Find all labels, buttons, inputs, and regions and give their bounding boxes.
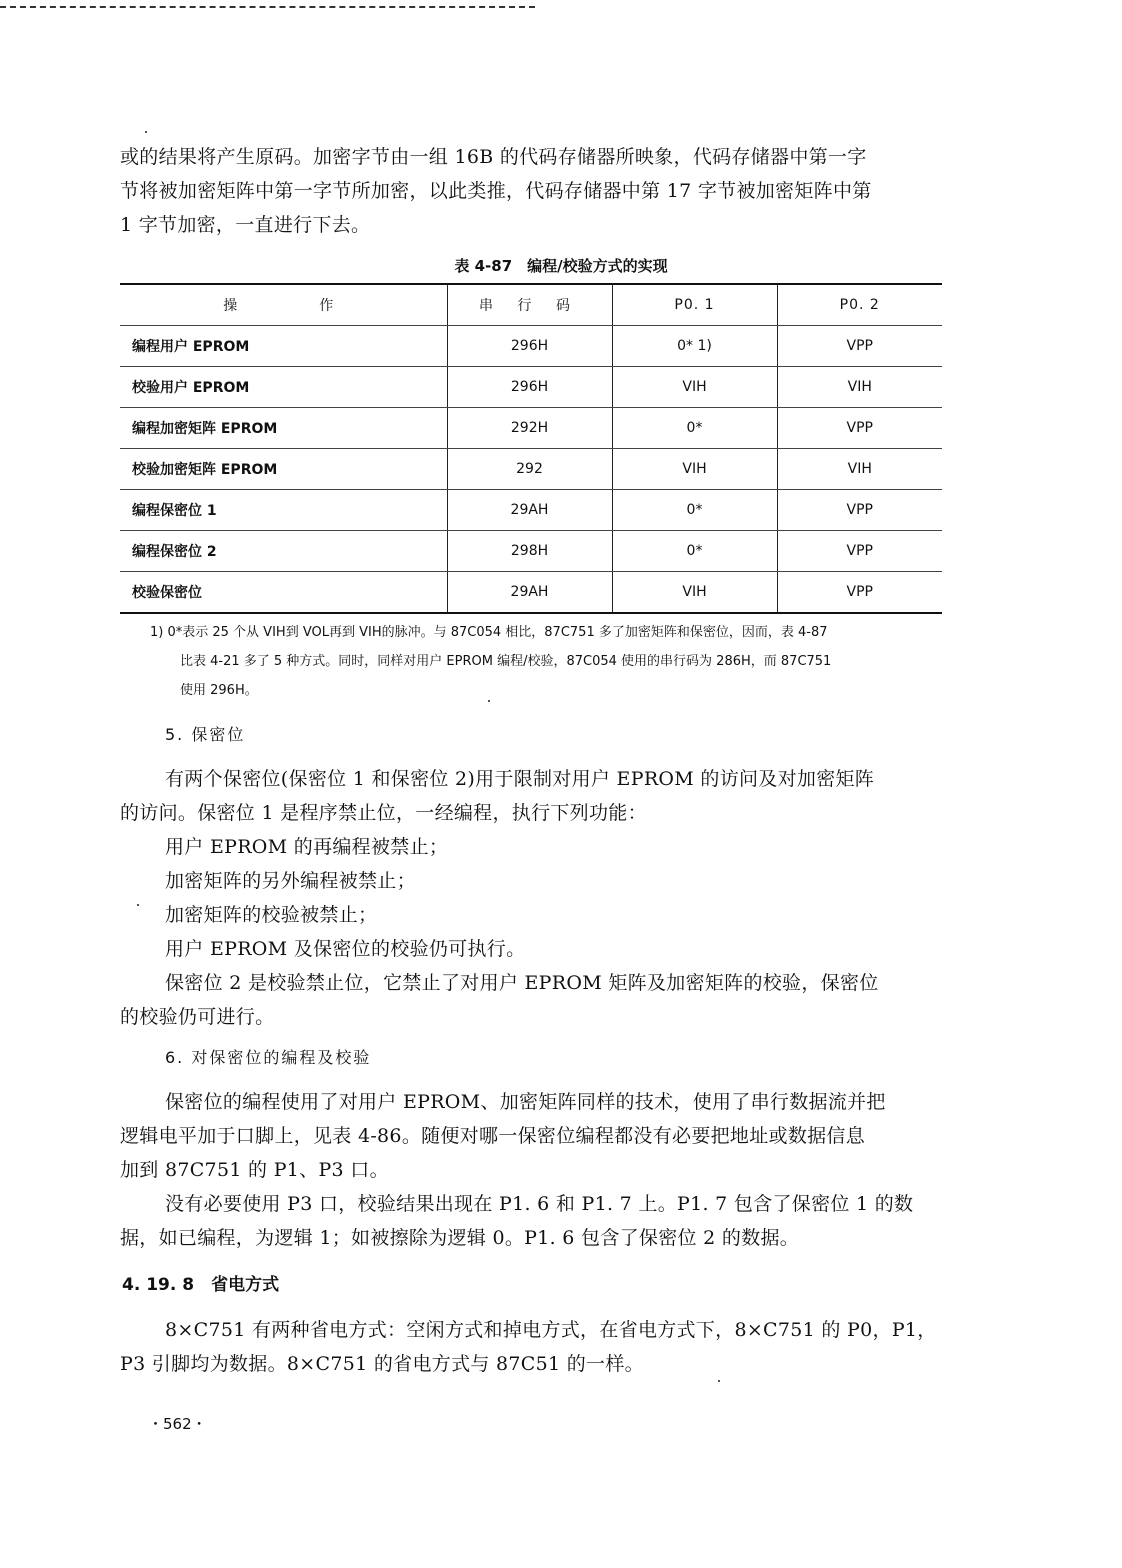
cell-p02: VPP bbox=[777, 326, 942, 367]
cell-p01: VIH bbox=[612, 449, 777, 490]
body-line: 据，如已编程，为逻辑 1；如被擦除为逻辑 0。P1. 6 包含了保密位 2 的数据。 bbox=[120, 1227, 800, 1249]
scan-speck bbox=[137, 904, 139, 906]
intro-paragraph bbox=[120, 140, 945, 242]
table-row bbox=[120, 326, 942, 367]
table-row bbox=[120, 572, 942, 614]
table-row bbox=[120, 408, 942, 449]
body-line: 保密位 2 是校验禁止位，它禁止了对用户 EPROM 矩阵及加密矩阵的校验，保密位 bbox=[165, 972, 879, 994]
section-6-title: 6. 对保密位的编程及校验 bbox=[165, 1048, 372, 1067]
intro-line: 或的结果将产生原码。加密字节由一组 16B 的代码存储器所映象，代码存储器中第一字 bbox=[120, 146, 867, 168]
body-line: 8×C751 有两种省电方式：空闲方式和掉电方式，在省电方式下，8×C751 的 P0，P1， bbox=[165, 1319, 937, 1341]
section-5-title: 5. 保密位 bbox=[165, 725, 246, 744]
cell-code: 298H bbox=[447, 531, 612, 572]
header-p0-2: P0. 2 bbox=[777, 284, 942, 326]
body-line: 有两个保密位(保密位 1 和保密位 2)用于限制对用户 EPROM 的访问及对加密矩阵 bbox=[165, 768, 875, 790]
cell-p02: VIH bbox=[777, 449, 942, 490]
table-footnote bbox=[150, 618, 950, 705]
page-number: ・562・ bbox=[148, 1415, 207, 1433]
cell-code: 29AH bbox=[447, 490, 612, 531]
intro-line: 节将被加密矩阵中第一字节所加密，以此类推，代码存储器中第 17 字节被加密矩阵中第 bbox=[120, 180, 872, 202]
body-line: 逻辑电平加于口脚上，见表 4-86。随便对哪一保密位编程都没有必要把地址或数据信息 bbox=[120, 1125, 866, 1147]
list-item: 用户 EPROM 的再编程被禁止； bbox=[165, 836, 449, 858]
footnote-line: 使用 296H。 bbox=[180, 683, 258, 698]
cell-p01: 0* bbox=[612, 490, 777, 531]
cell-code: 296H bbox=[447, 367, 612, 408]
cell-p01: 0* 1) bbox=[612, 326, 777, 367]
cell-p01: 0* bbox=[612, 408, 777, 449]
cell-operation: 校验加密矩阵 EPROM bbox=[120, 449, 447, 490]
body-line: 的校验仍可进行。 bbox=[120, 1006, 275, 1028]
cell-code: 29AH bbox=[447, 572, 612, 614]
table-row bbox=[120, 490, 942, 531]
cell-operation: 编程保密位 2 bbox=[120, 531, 447, 572]
cell-p01: VIH bbox=[612, 572, 777, 614]
programming-mode-table bbox=[120, 283, 942, 614]
section-4-19-8-body bbox=[120, 1313, 945, 1381]
cell-code: 292H bbox=[447, 408, 612, 449]
cell-p01: VIH bbox=[612, 367, 777, 408]
cell-p01: 0* bbox=[612, 531, 777, 572]
scan-speck bbox=[488, 700, 490, 702]
top-dashed-rule bbox=[0, 6, 535, 8]
section-6-body bbox=[120, 1085, 945, 1255]
table-row bbox=[120, 531, 942, 572]
list-item: 加密矩阵的校验被禁止； bbox=[165, 904, 378, 926]
table-caption: 表 4-87 编程/校验方式的实现 bbox=[454, 257, 668, 275]
table-row bbox=[120, 449, 942, 490]
cell-p02: VPP bbox=[777, 572, 942, 614]
body-line: P3 引脚均为数据。8×C751 的省电方式与 87C51 的一样。 bbox=[120, 1353, 644, 1375]
body-line: 没有必要使用 P3 口，校验结果出现在 P1. 6 和 P1. 7 上。P1. 7 包含了保密位 1 的数 bbox=[165, 1193, 914, 1215]
table-header-row bbox=[120, 284, 942, 326]
scan-speck bbox=[718, 1380, 720, 1382]
cell-operation: 编程保密位 1 bbox=[120, 490, 447, 531]
cell-p02: VIH bbox=[777, 367, 942, 408]
body-line: 加到 87C751 的 P1、P3 口。 bbox=[120, 1159, 389, 1181]
body-line: 保密位的编程使用了对用户 EPROM、加密矩阵同样的技术，使用了串行数据流并把 bbox=[165, 1091, 886, 1113]
cell-code: 292 bbox=[447, 449, 612, 490]
cell-operation: 编程加密矩阵 EPROM bbox=[120, 408, 447, 449]
intro-line: 1 字节加密，一直进行下去。 bbox=[120, 214, 371, 236]
cell-p02: VPP bbox=[777, 490, 942, 531]
section-4-19-8-heading: 4. 19. 8 省电方式 bbox=[122, 1275, 280, 1295]
cell-operation: 校验用户 EPROM bbox=[120, 367, 447, 408]
section-5-body bbox=[120, 762, 945, 1034]
cell-code: 296H bbox=[447, 326, 612, 367]
cell-p02: VPP bbox=[777, 531, 942, 572]
cell-operation: 编程用户 EPROM bbox=[120, 326, 447, 367]
scan-speck bbox=[145, 131, 147, 133]
footnote-line: 1) 0*表示 25 个从 VIH到 VOL再到 VIH的脉冲。与 87C054 相比，87C751 多了加密矩阵和保密位，因而，表 4-87 bbox=[150, 625, 828, 640]
cell-operation: 校验保密位 bbox=[120, 572, 447, 614]
header-operation: 操 作 bbox=[120, 284, 447, 326]
list-item: 用户 EPROM 及保密位的校验仍可执行。 bbox=[165, 938, 526, 960]
footnote-line: 比表 4-21 多了 5 种方式。同时，同样对用户 EPROM 编程/校验，87C054 使用的串行码为 286H，而 87C751 bbox=[180, 654, 832, 669]
body-line: 的访问。保密位 1 是程序禁止位，一经编程，执行下列功能： bbox=[120, 802, 647, 824]
list-item: 加密矩阵的另外编程被禁止； bbox=[165, 870, 416, 892]
cell-p02: VPP bbox=[777, 408, 942, 449]
header-serial-code: 串 行 码 bbox=[447, 284, 612, 326]
table-row bbox=[120, 367, 942, 408]
header-p0-1: P0. 1 bbox=[612, 284, 777, 326]
